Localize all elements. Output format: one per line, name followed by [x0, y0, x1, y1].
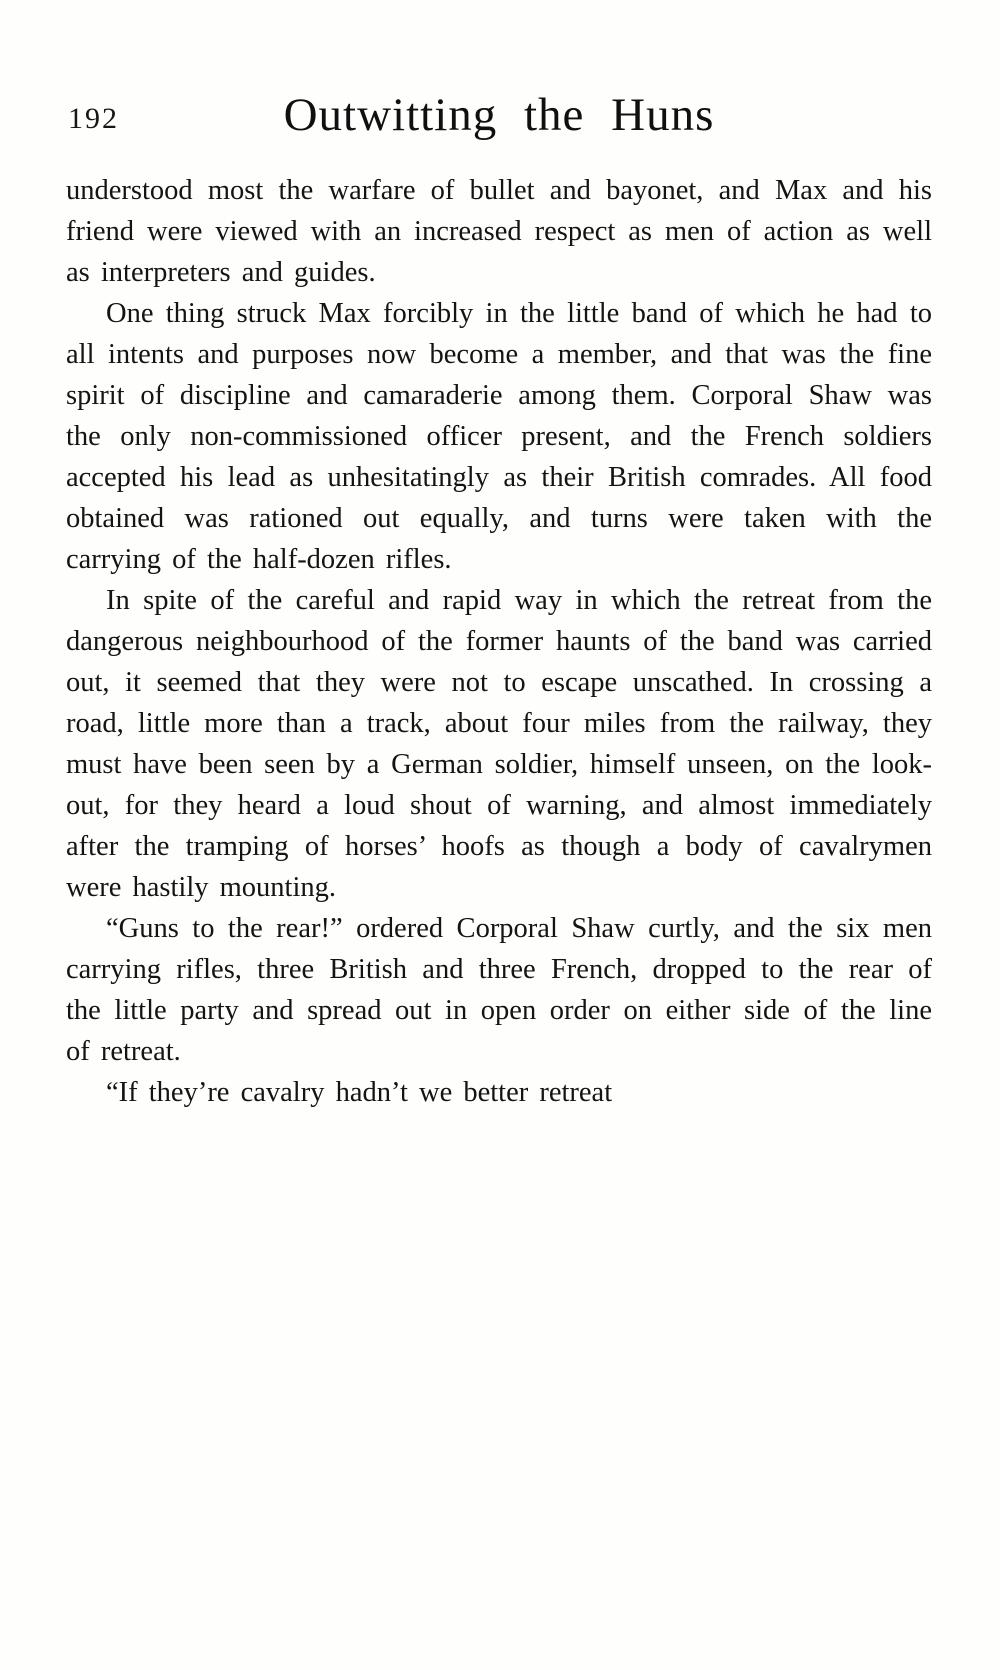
body-text — [66, 170, 932, 1113]
paragraph: “If they’re cavalry hadn’t we better retreat — [106, 1077, 613, 1108]
paragraph: understood most the warfare of bullet and bayonet, and Max and his friend were viewed with an increased respect as men of action as well as interpreters and guides. — [66, 175, 932, 288]
running-head — [66, 72, 932, 142]
paragraph: One thing struck Max forcibly in the little band of which he had to all intents and purposes now become a member, and that was the fine spirit of discipline and camaraderie among them. Corporal Shaw was the only non-commissioned officer present, and the French soldiers accepted his lead as unhesitatingly as their British comrades. All food obtained was rationed out equally, and turns were taken with the carrying of the half-dozen rifles. — [66, 298, 932, 575]
paragraph: “Guns to the rear!” ordered Corporal Shaw curtly, and the six men carrying rifles, three British and three French, dropped to the rear of the little party and spread out in open order on either side of the line of retreat. — [66, 913, 932, 1067]
page-number: 192 — [68, 102, 119, 135]
book-title: Outwitting the Huns — [283, 89, 715, 141]
paragraph: In spite of the careful and rapid way in which the retreat from the dangerous neighbourhood of the former haunts of the band was carried out, it seemed that they were not to escape unscathed. In crossing a road, little more than a track, about four miles from the railway, they must have been seen by a German soldier, himself unseen, on the look-out, for they heard a loud shout of warning, and almost immediately after the tramping of horses’ hoofs as though a body of cavalrymen were hastily mounting. — [66, 585, 932, 903]
